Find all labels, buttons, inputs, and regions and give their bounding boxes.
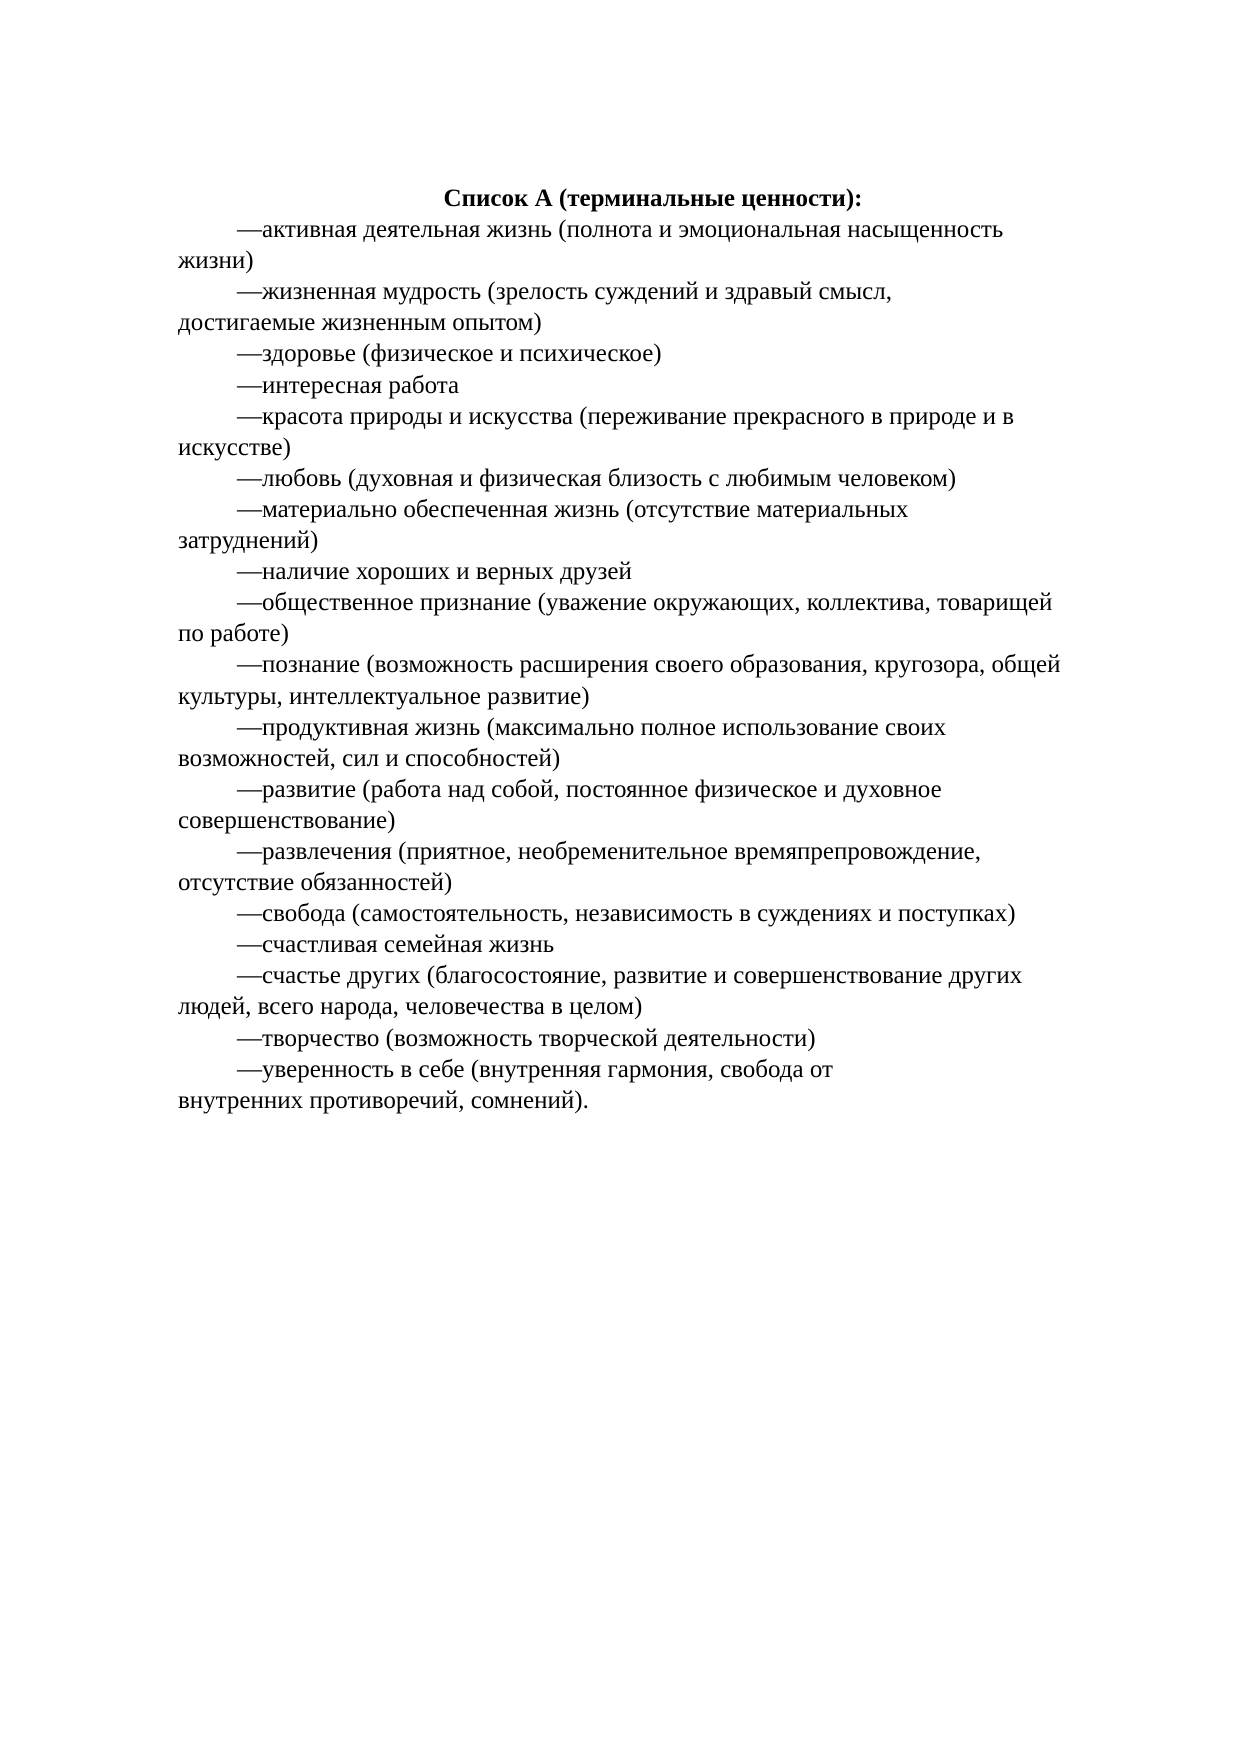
- list-item: —наличие хороших и верных друзей: [237, 558, 632, 586]
- list-item: —уверенность в себе (внутренняя гармония, свобода от внутренних противоречий, сомнений).: [178, 1055, 833, 1114]
- list-item: —развлечения (приятное, необременительное времяпрепровождение, отсутствие обязанностей): [178, 837, 982, 897]
- document-body: [178, 183, 1128, 1116]
- list-item: —свобода (самостоятельность, независимость в суждениях и поступках): [237, 900, 1016, 928]
- list-item: —любовь (духовная и физическая близость с любимым человеком): [237, 464, 957, 492]
- list-item: —материально обеспеченная жизнь (отсутствие материальных затруднений): [178, 495, 909, 555]
- list-item: —здоровье (физическое и психическое): [237, 340, 662, 368]
- list-item: —общественное признание (уважение окружающих, коллектива, товарищей по работе): [178, 589, 1053, 648]
- list-title: Список А (терминальные ценности):: [443, 185, 863, 212]
- list-item: —познание (возможность расширения своего образования, кругозора, общей культуры, интеллектуальное развитие): [178, 651, 1061, 710]
- list-item: —развитие (работа над собой, постоянное физическое и духовное совершенствование): [178, 775, 942, 834]
- list-item: —творчество (возможность творческой деятельности): [237, 1024, 816, 1052]
- list-item: —красота природы и искусства (переживание прекрасного в природе и в искусстве): [178, 402, 1015, 461]
- list-item: —счастье других (благосостояние, развитие и совершенствование других людей, всего народа, человечества в целом): [178, 962, 1023, 1021]
- list-item: —счастливая семейная жизнь: [237, 931, 555, 959]
- list-item: —жизненная мудрость (зрелость суждений и здравый смысл, достигаемые жизненным опытом): [178, 278, 892, 337]
- list-item: —активная деятельная жизнь (полнота и эмоциональная насыщенность жизни): [178, 216, 1004, 275]
- list-item: —интересная работа: [237, 371, 460, 399]
- list-item: —продуктивная жизнь (максимально полное использование своих возможностей, сил и способностей): [178, 713, 947, 772]
